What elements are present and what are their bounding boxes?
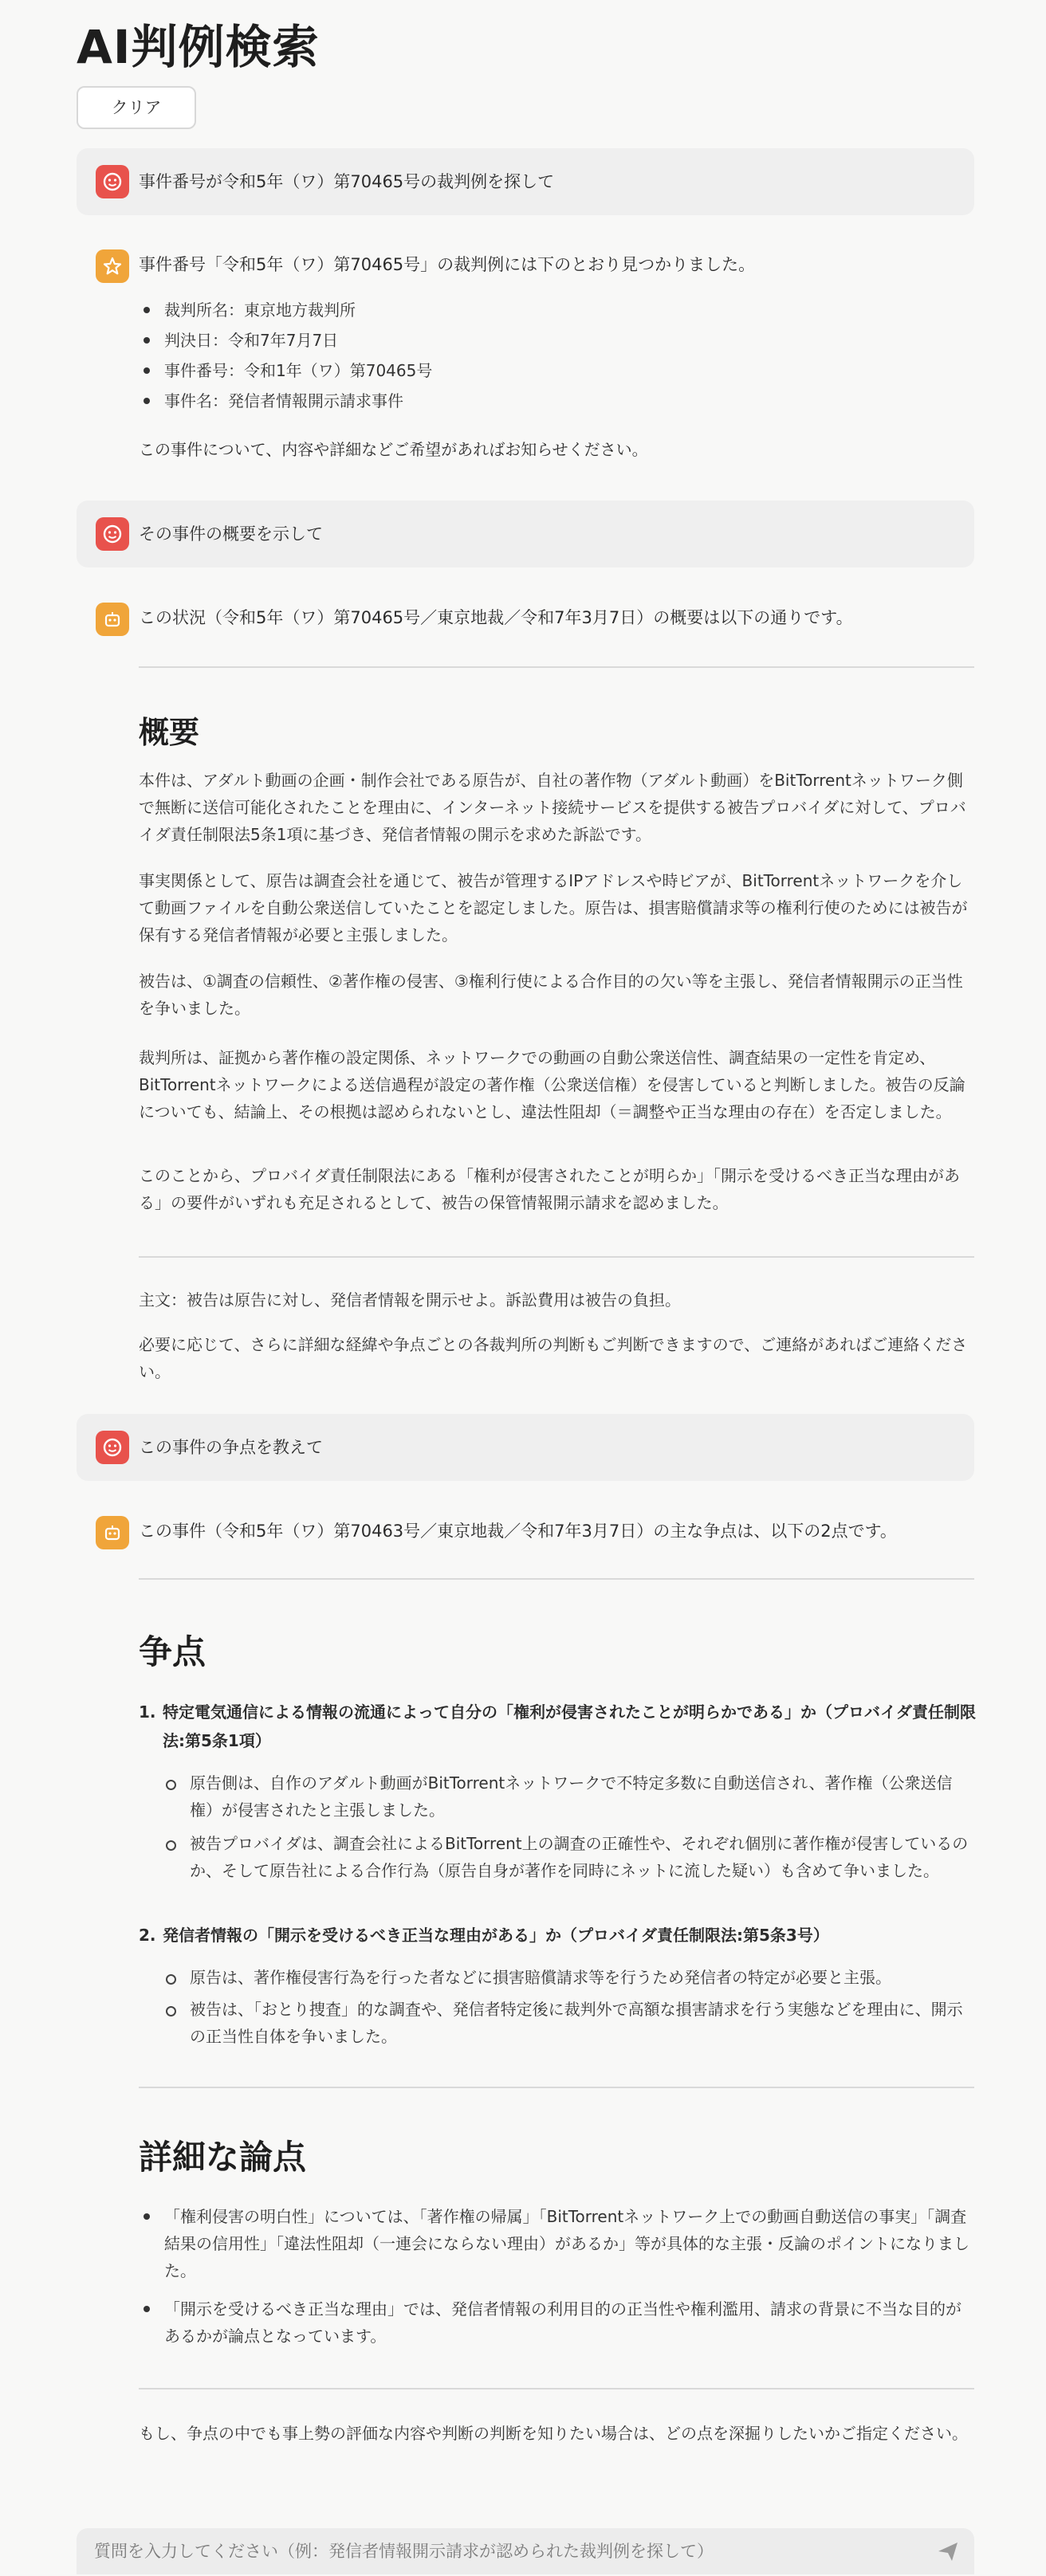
chat-input[interactable] [94, 2533, 923, 2570]
assistant-avatar [96, 1516, 129, 1549]
list-item: 事件名：発信者情報開示請求事件 [164, 386, 432, 416]
assistant-intro: 事件番号「令和5年（ワ）第70465号」の裁判例には下のとおり見つかりました。 [139, 255, 756, 274]
detail-item: 「開示を受けるべき正当な理由」では、発信者情報の利用目的の正当性や権利濫用、請求の背景に不当な目的があるかが論点となっています。 [164, 2295, 969, 2350]
list-item: 事件番号：令和1年（ワ）第70465号 [164, 355, 432, 386]
issue-title: 発信者情報の「開示を受けるべき正当な理由がある」か（プロバイダ責任制限法:第5条3号） [163, 1926, 829, 1945]
case-info-list [164, 295, 432, 416]
section-heading: 概要 [139, 715, 200, 750]
user-avatar [96, 165, 129, 198]
divider [139, 2388, 974, 2389]
app-title: AI判例検索 [77, 20, 320, 74]
issue-number: 2. [139, 1926, 156, 1945]
assistant-closing: 必要に応じて、さらに詳細な経緯や争点ごとの各裁判所の判断もご判断できますので、ご連絡があればご連絡ください。 [139, 1335, 968, 1381]
divider [139, 666, 974, 668]
assistant-intro: この状況（令和5年（ワ）第70465号／東京地裁／令和7年3月7日）の概要は以下の通りです。 [139, 608, 853, 627]
user-message-text: 事件番号が令和5年（ワ）第70465号の裁判例を探して [139, 172, 555, 191]
send-icon[interactable] [936, 2539, 960, 2563]
user-avatar [96, 517, 129, 551]
summary-paragraph: 本件は、アダルト動画の企画・制作会社である原告が、自社の著作物（アダルト動画）をBitTorrentネットワーク側で無断に送信可能化されたことを理由に、インターネット接続サービスを提供する被告プロバイダに対して、プロバイダ責任制限法5条1項に基づき、発信者情報の開示を求めた訴訟です。 [139, 771, 966, 844]
assistant-intro: この事件（令和5年（ワ）第70463号／東京地裁／令和7年3月7日）の主な争点は、以下の2点です。 [139, 1522, 897, 1541]
issue-title: 特定電気通信による情報の流通によって自分の「権利が侵害されたことが明らかである」か（プロバイダ責任制限法:第5条1項） [163, 1702, 976, 1750]
issue-number: 1. [139, 1702, 156, 1722]
divider [139, 1256, 974, 1258]
user-face-icon [102, 524, 123, 544]
summary-paragraph: 事実関係として、原告は調査会社を通じて、被告が管理するIPアドレスや時ビアが、BitTorrentネットワークを介して動画ファイルを自動公衆送信していたことを認定しました。原告は、損害賠償請求等の権利行使のためには被告が保有する発信者情報が必要と主張しました。 [139, 871, 968, 944]
assistant-closing: この事件について、内容や詳細などご希望があればお知らせください。 [139, 440, 648, 459]
chat-composer [77, 2528, 974, 2574]
user-message-text: その事件の概要を示して [139, 524, 323, 544]
assistant-avatar [96, 249, 129, 283]
user-message [77, 1414, 974, 1481]
section-heading: 詳細な論点 [139, 2138, 307, 2177]
issue-sub-item: 被告は、「おとり捜査」的な調査や、発信者特定後に裁判外で高額な損害請求を行う実態などを理由に、開示の正当性自体を争いました。 [190, 1996, 971, 2050]
detail-item: 「権利侵害の明白性」については、「著作権の帰属」「BitTorrentネットワーク上での動画自動送信の事実」「調査結果の信用性」「違法性阻却（一連会にならない理由）があるか」等が具体的な主張・反論のポイントになりました。 [164, 2203, 969, 2284]
user-avatar [96, 1431, 129, 1464]
clear-button[interactable]: クリア [77, 86, 196, 129]
issue-sub-item: 被告プロバイダは、調査会社によるBitTorrent上の調査の正確性や、それぞれ個別に著作権が侵害しているのか、そして原告社による合作行為（原告自身が著作を同時にネットに流した疑い）も含めて争いました。 [190, 1830, 971, 1884]
assistant-closing: もし、争点の中でも事上勢の評価な内容や判断の判断を知りたい場合は、どの点を深掘りしたいかご指定ください。 [139, 2424, 968, 2443]
user-face-icon [102, 171, 123, 192]
issue-sub-item: 原告側は、自作のアダルト動画がBitTorrentネットワークで不特定多数に自動送信され、著作権（公衆送信権）が侵害されたと主張しました。 [190, 1769, 971, 1824]
list-item: 判決日：令和7年7月7日 [164, 325, 432, 355]
user-message [77, 148, 974, 215]
divider [139, 2087, 974, 2088]
assistant-robot-icon [102, 1522, 123, 1543]
assistant-star-icon [102, 256, 123, 277]
user-message-text: この事件の争点を教えて [139, 1438, 323, 1457]
list-item: 裁判所名：東京地方裁判所 [164, 295, 432, 325]
section-heading: 争点 [139, 1632, 206, 1671]
summary-paragraph: このことから、プロバイダ責任制限法にある「権利が侵害されたことが明らか」「開示を受けるべき正当な理由がある」の要件がいずれも充足されるとして、被告の保管情報開示請求を認めました。 [139, 1166, 960, 1212]
assistant-avatar [96, 603, 129, 636]
issue-sub-item: 原告は、著作権侵害行為を行った者などに損害賠償請求等を行うため発信者の特定が必要と主張。 [190, 1964, 971, 1991]
summary-paragraph: 被告は、①調査の信頼性、②著作権の侵害、③権利行使による合作目的の欠い等を主張し、発信者情報開示の正当性を争いました。 [139, 972, 963, 1018]
divider [139, 1578, 974, 1580]
summary-paragraph: 裁判所は、証拠から著作権の設定関係、ネットワークでの動画の自動公衆送信性、調査結果の一定性を肯定め、BitTorrentネットワークによる送信過程が設定の著作権（公衆送信権）を侵害していると判断しました。被告の反論についても、結論上、その根拠は認められないとし、違法性阻却（＝調整や正当な理由の存在）を否定しました。 [139, 1048, 965, 1121]
user-face-icon [102, 1437, 123, 1458]
user-message [77, 501, 974, 567]
ruling-text: 主文：被告は原告に対し、発信者情報を開示せよ。訴訟費用は被告の負担。 [139, 1290, 681, 1310]
assistant-robot-icon [102, 609, 123, 630]
